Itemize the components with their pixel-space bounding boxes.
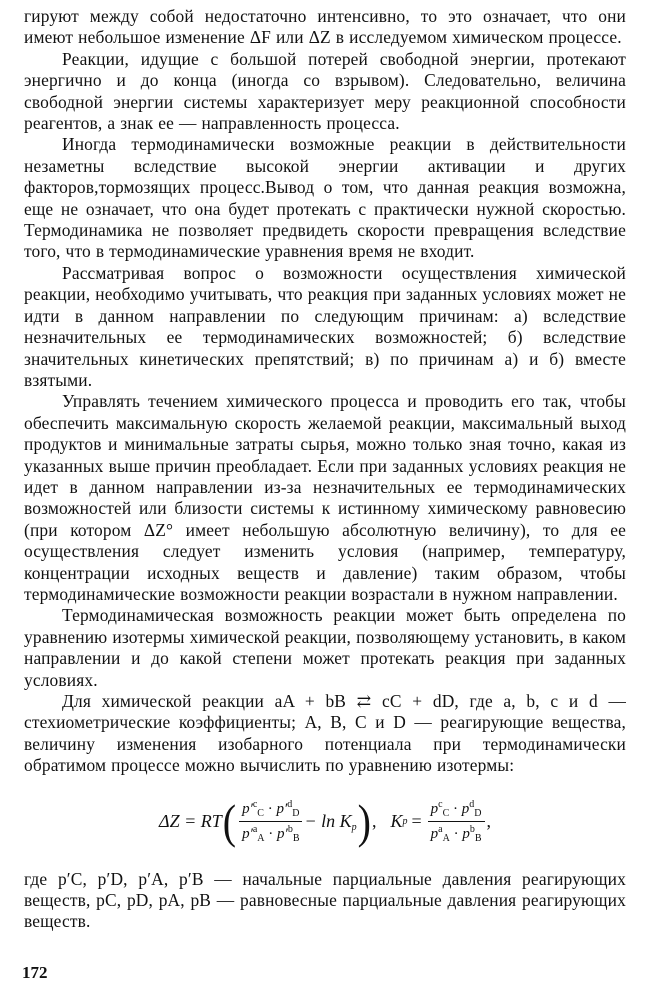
close-paren: ) — [357, 794, 371, 849]
paragraph-6: Термодинамическая возможность реакции может быть определена по уравнению изотермы химической реакции, позволяющему установить, в каком направлении и до какой степени может протекать реакция при заданных условиях. — [24, 605, 626, 690]
paragraph-5: Управлять течением химического процесса и проводить его так, чтобы обеспечить максимальную скорость желаемой реакции, максимальный выход продуктов и минимальные затраты сырья, можно только зная точно, какая из указанных выше причин преобладает. Если при заданных условиях реакция не идет в данном направлении из-за незначительных ее термодинамических возможностей или близости системы к истинному химическому равновесию (при котором ΔZ° имеет небольшую абсолютную величину), то для ее осуществления следует изменить условия (например, температуру, концентрации исходных веществ и давление) таким образом, чтобы термодинамические возможности реакции возрастали в нужном направлении. — [24, 391, 626, 604]
fraction-equilibrium-pressures: $\frac{p^c_C \cdot p^d_D}{p^a_A \cdot p^b_B}$ — [428, 799, 485, 844]
formula-lhs: ΔZ = RT — [159, 811, 222, 832]
fraction-initial-pressures: $\frac{p'^c_C \cdot p'^d_D}{p'^a_A \cdot p'^b_B}$ — [239, 799, 302, 844]
isotherm-equation: ΔZ = RT ( $\frac{p'^c_C \cdot p'^d_D}{p'^a_A \cdot p'^b_B}$ − $\ln K_p$ ) , K p = $\frac{p^c_C \cdot p^d_D}{p^a_A \cdot p^b_B}$ , — [159, 794, 491, 849]
paragraph-3: Иногда термодинамически возможные реакции в действительности незаметны вследствие высокой энергии активации и других факторов,тормозящих процесс.Вывод о том, что данная реакция возможна, еще не означает, что она будет протекать с практически нужной скоростью. Термодинамика не позволяет предвидеть скорости превращения вследствие того, что в термодинамические уравнения время не входит. — [24, 134, 626, 262]
open-paren: ( — [222, 794, 237, 849]
page-number: 172 — [22, 963, 48, 982]
kp-symbol: K — [390, 811, 403, 832]
paragraph-2: Реакции, идущие с большой потерей свободной энергии, протекают энергично и до конца (иногда со взрывом). Следовательно, величина свободной энергии системы характеризует меру реакционной способности реагентов, а знак ее — направленность процесса. — [24, 48, 626, 134]
paragraph-1: гируют между собой недостаточно интенсивно, то это означает, что они имеют небольшое изменение ΔF или ΔZ в исследуемом химическом процессе. — [24, 6, 626, 48]
paragraph-final: где p′C, p′D, p′A, p′B — начальные парциальные давления реагирующих веществ, pC, pD, pA, pB — равновесные парциальные давления реагирующих веществ. — [24, 868, 626, 932]
paragraph-7: Для химической реакции aA + bB ⇄ cC + dD, где a, b, c и d — стехиометрические коэффициенты; А, В, С и D — реагирующие вещества, величину изменения изобарного потенциала при термодинамически обратимом процессе можно вычислить по уравнению изотермы: — [24, 691, 626, 776]
paragraph-4: Рассматривая вопрос о возможности осуществления химической реакции, необходимо учитывать, что реакция при заданных условиях может не идти в данном направлении по следующим причинам: а) вследствие незначительных ее термодинамических возможностей; б) вследствие значительных кинетических препятствий; в) по причинам а) и б) вместе взятыми. — [24, 262, 626, 390]
minus-ln-k: − $\ln K_p$ — [304, 810, 357, 833]
